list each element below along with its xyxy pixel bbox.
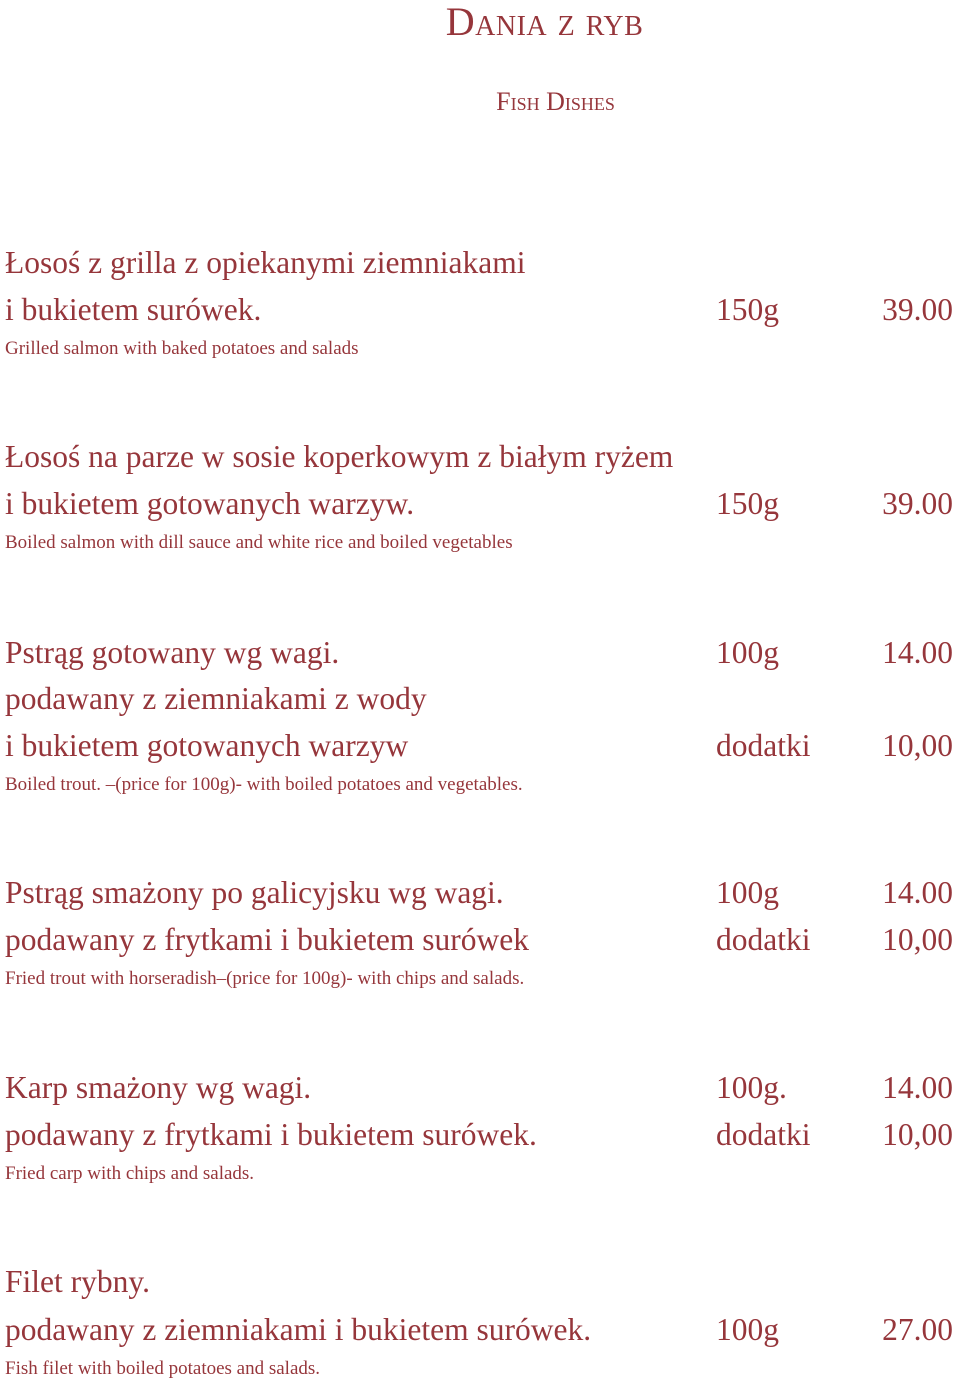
- dish-name-line: Pstrąg smażony po galicyjsku wg wagi.: [5, 875, 504, 910]
- dish-price: 39.00: [882, 292, 953, 327]
- extras-price: 10,00: [882, 1117, 953, 1152]
- dish-name-line: Łosoś z grilla z opiekanymi ziemniakami: [5, 245, 526, 280]
- dish-english-description: Fried trout with horseradish–(price for 100g)- with chips and salads.: [5, 968, 525, 989]
- dish-name-line: podawany z ziemniakami z wody: [5, 681, 427, 716]
- dish-name-line: i bukietem gotowanych warzyw: [5, 728, 409, 763]
- dish-name-line: Filet rybny.: [5, 1264, 150, 1299]
- dish-english-description: Boiled salmon with dill sauce and white rice and boiled vegetables: [5, 532, 513, 553]
- dish-name-line: i bukietem gotowanych warzyw.: [5, 486, 415, 521]
- dish-weight: 100g: [716, 875, 779, 910]
- dish-name-line: i bukietem surówek.: [5, 292, 262, 327]
- dish-price: 27.00: [882, 1312, 953, 1347]
- dish-weight: 150g: [716, 486, 779, 521]
- dish-name-line: podawany z frytkami i bukietem surówek: [5, 922, 529, 957]
- dish-price: 14.00: [882, 635, 953, 670]
- dish-price: 14.00: [882, 1070, 953, 1105]
- extras-price: 10,00: [882, 728, 953, 763]
- extras-label: dodatki: [716, 922, 811, 957]
- dish-name-line: Łosoś na parze w sosie koperkowym z białym ryżem: [5, 439, 674, 474]
- dish-weight: 100g: [716, 635, 779, 670]
- dish-weight: 100g: [716, 1312, 779, 1347]
- page-title: Dania z ryb: [445, 0, 644, 44]
- extras-label: dodatki: [716, 1117, 811, 1152]
- dish-name-line: podawany z ziemniakami i bukietem surówek.: [5, 1312, 592, 1347]
- extras-label: dodatki: [716, 728, 811, 763]
- dish-english-description: Fried carp with chips and salads.: [5, 1163, 255, 1184]
- extras-price: 10,00: [882, 922, 953, 957]
- dish-price: 14.00: [882, 875, 953, 910]
- dish-english-description: Boiled trout. –(price for 100g)- with boiled potatoes and vegetables.: [5, 774, 523, 795]
- dish-name-line: Pstrąg gotowany wg wagi.: [5, 635, 340, 670]
- page-subtitle: Fish Dishes: [496, 87, 615, 116]
- dish-weight: 100g.: [716, 1070, 787, 1105]
- dish-name-line: Karp smażony wg wagi.: [5, 1070, 312, 1105]
- dish-english-description: Grilled salmon with baked potatoes and salads: [5, 338, 359, 359]
- dish-weight: 150g: [716, 292, 779, 327]
- dish-price: 39.00: [882, 486, 953, 521]
- dish-english-description: Fish filet with boiled potatoes and salads.: [5, 1358, 321, 1379]
- dish-name-line: podawany z frytkami i bukietem surówek.: [5, 1117, 537, 1152]
